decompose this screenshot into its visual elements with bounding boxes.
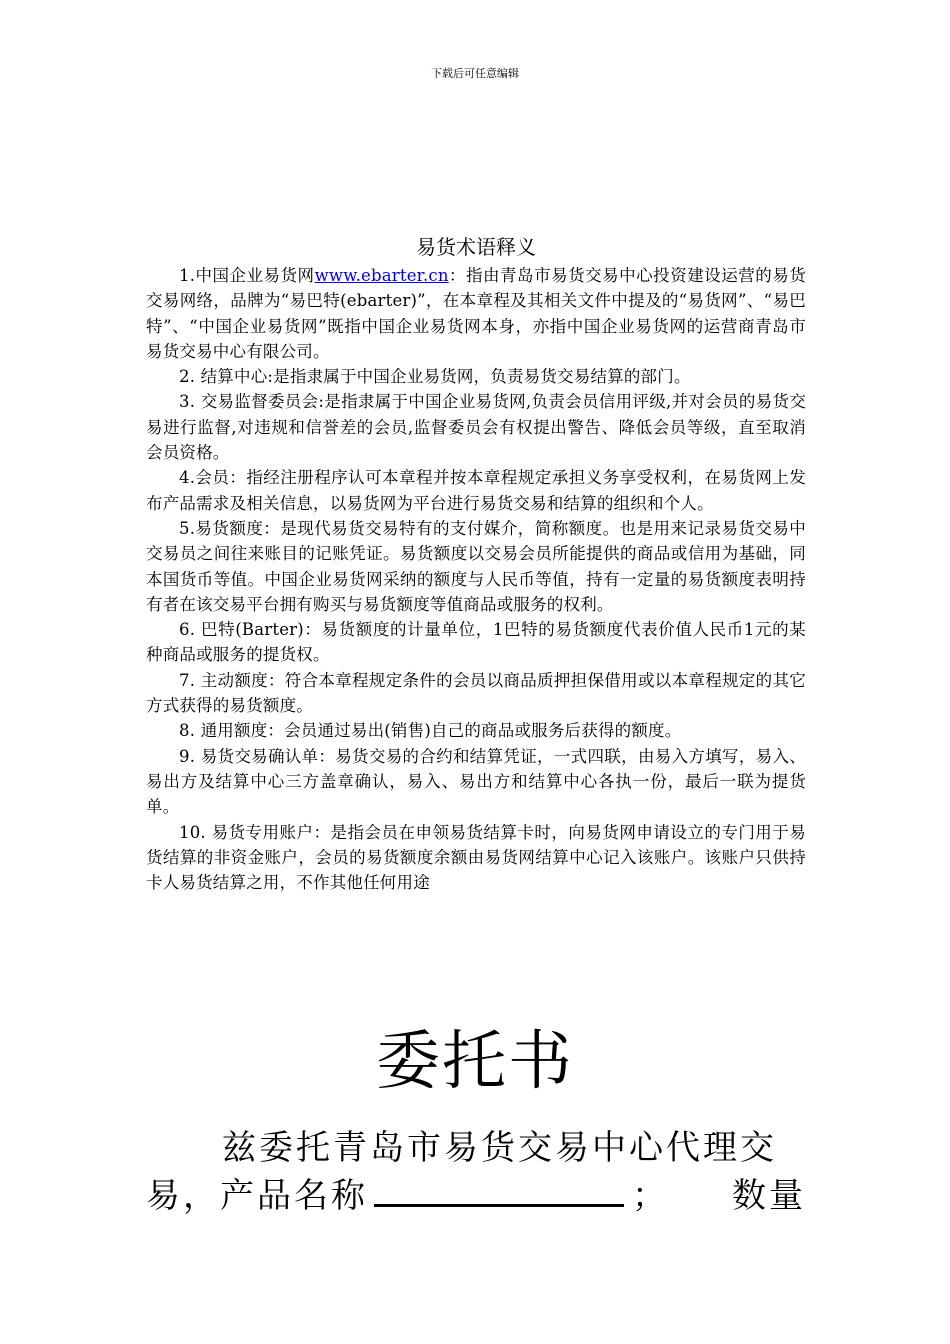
glossary-item: 7. 主动额度：符合本章程规定条件的会员以商品质押担保借用或以本章程规定的其它方式获得的易货额度。	[146, 670, 806, 716]
glossary-item: 10. 易货专用账户：是指会员在申领易货结算卡时，向易货网申请设立的专门用于易货结算的非资金账户，会员的易货额度余额由易货网结算中心记入该账户。该账户只供持卡人易货结算之用，不作其他任何用途	[146, 822, 806, 893]
glossary-item: 8. 通用额度：会员通过易出(销售)自己的商品或服务后获得的额度。	[179, 721, 682, 741]
entrust-line-1: 兹委托青岛市易货交易中心代理交	[222, 1128, 777, 1168]
ebarter-link[interactable]: www.ebarter.cn	[314, 266, 449, 285]
glossary-item: 5.易货额度：是现代易货交易特有的支付媒介，简称额度。也是用来记录易货交易中交易员之间往来账目的记账凭证。易货额度以交易会员所能提供的商品或信用为基础，同本国货币等值。中国企业易货网采纳的额度与人民币等值，持有一定量的易货额度表明持有者在该交易平台拥有购买与易货额度等值商品或服务的权利。	[146, 518, 806, 614]
quantity-label: 数量	[732, 1176, 806, 1216]
entrust-line-2	[146, 1172, 806, 1220]
glossary-title: 易货术语释义	[416, 235, 536, 259]
entrust-body	[146, 1124, 806, 1220]
page-header-note: 下载后可任意编辑	[431, 67, 519, 80]
glossary-section	[146, 232, 806, 895]
product-name-blank[interactable]	[374, 1172, 624, 1207]
glossary-item: 4.会员：指经注册程序认可本章程并按本章程规定承担义务享受权利，在易货网上发布产品需求及相关信息，以易货网为平台进行易货交易和结算的组织和个人。	[146, 468, 806, 513]
glossary-item: 9. 易货交易确认单：易货交易的合约和结算凭证，一式四联，由易入方填写，易入、易出方及结算中心三方盖章确认，易入、易出方和结算中心各执一份，最后一联为提货单。	[146, 746, 806, 817]
glossary-item	[146, 263, 806, 364]
glossary-item: 3. 交易监督委员会:是指隶属于中国企业易货网,负责会员信用评级,并对会员的易货交易进行监督,对违规和信誉差的会员,监督委员会有权提出警告、降低会员等级，直至取消会员资格。	[146, 392, 806, 463]
glossary-item: 2. 结算中心:是指隶属于中国企业易货网，负责易货交易结算的部门。	[179, 367, 691, 387]
semicolon: ；	[632, 1176, 669, 1216]
glossary-item-prefix: 1.中国企业易货网	[179, 266, 315, 285]
product-name-label: 易，产品名称	[146, 1176, 368, 1216]
glossary-item: 6. 巴特(Barter)：易货额度的计量单位，1巴特的易货额度代表价值人民币1元的某种商品或服务的提货权。	[146, 620, 806, 665]
glossary-item-suffix: ：指由青岛市易货交易中心投资建设运营的易货交易网络，品牌为“易巴特(ebarter)”，在本章程及其相关文件中提及的“易货网”、“易巴特”、“中国企业易货网”既指中国企业易货网本身，亦指中国企业易货网的运营商青岛市易货交易中心有限公司。	[146, 266, 807, 361]
entrust-title: 委托书	[376, 1025, 574, 1099]
